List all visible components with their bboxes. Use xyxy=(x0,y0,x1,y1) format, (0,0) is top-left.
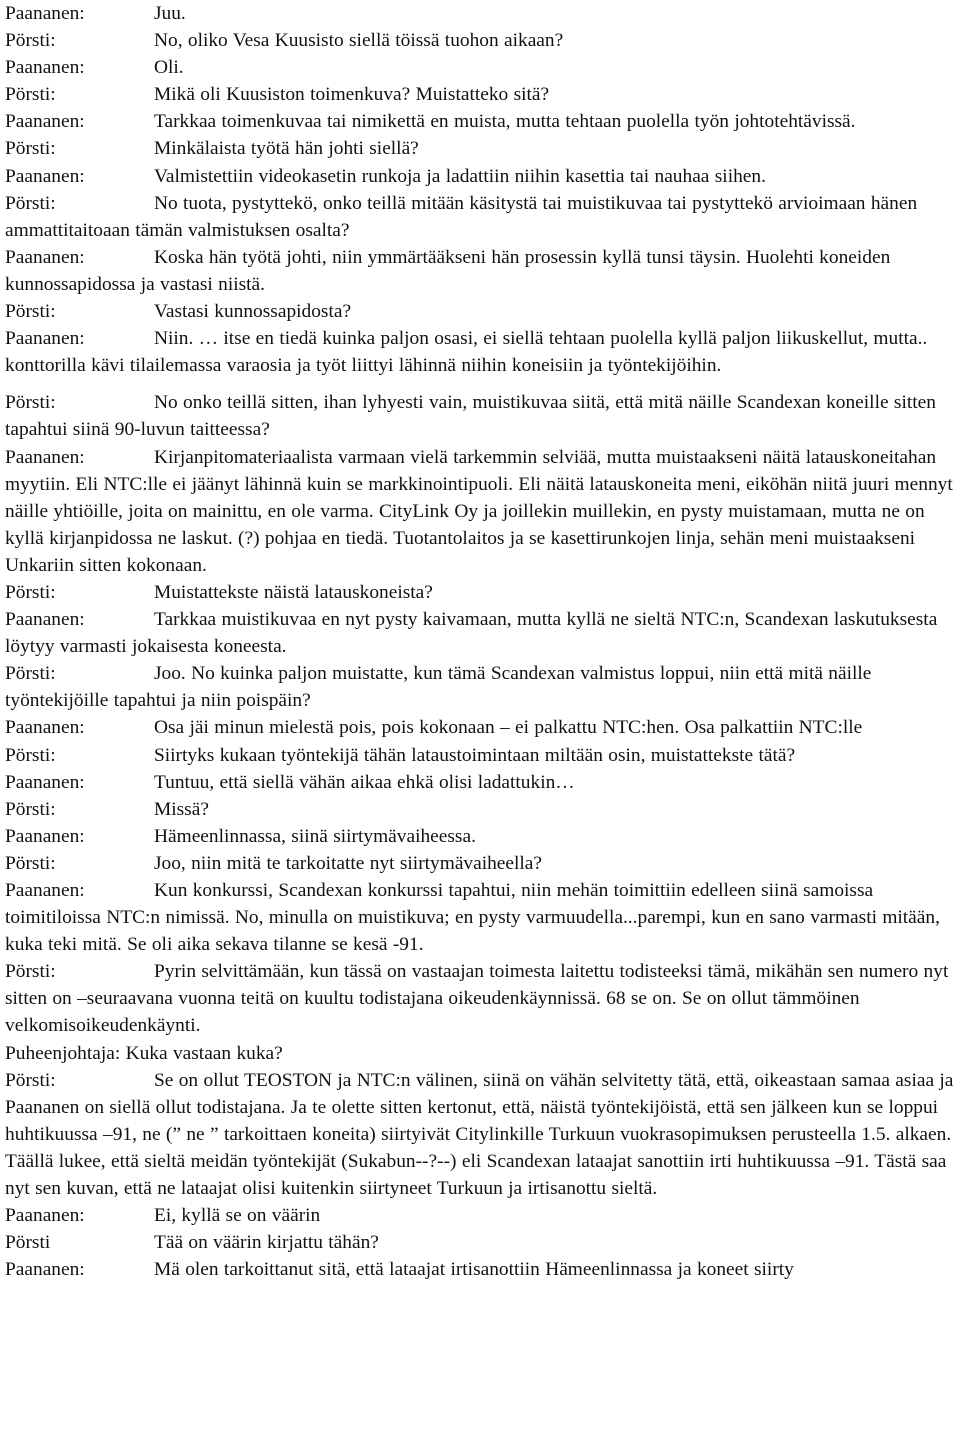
transcript-paragraph xyxy=(5,958,955,1039)
utterance-text: Se on ollut TEOSTON ja NTC:n välinen, siinä on vähän selvitetty tätä, että, oikeastaan samaa asiaa ja Paananen on siellä ollut todistajana. Ja te olette sitten kertonut, että, näistä työntekijöistä, että sen jälkeen kun se loppui huhtikuussa –91, ne (” ne ” tarkoittaen koneita) siirtyivät Citylinkille Turkuun vuokrasopimuksen perusteella 1.5. alkaen. Täällä lukee, että sieltä meidän työntekijät (Sukabun--?--) eli Scandexan lataajat sanottiin irti huhtikuussa –91. Tästä saa nyt sen kuvan, että ne lataajat olisi kuitenkin siirtyneet Turkuun ja irtisanottu sieltä. xyxy=(5,1069,954,1200)
speaker-label: Paananen: xyxy=(5,446,85,468)
speaker-label: Pörsti: xyxy=(5,798,56,820)
transcript-paragraph xyxy=(5,190,955,244)
utterance-text: Mä olen tarkoittanut sitä, että lataajat irtisanottiin Hämeenlinnassa ja koneet siirty xyxy=(154,1259,794,1281)
speaker-label: Paananen: xyxy=(5,1259,85,1281)
transcript-paragraph xyxy=(5,163,955,190)
transcript-paragraph xyxy=(5,1040,955,1067)
utterance-text: Tarkkaa toimenkuvaa tai nimikettä en muista, mutta tehtaan puolella työn johtotehtävissä. xyxy=(154,111,856,133)
speaker-label: Puheenjohtaja: xyxy=(5,1042,121,1064)
utterance-text: Valmistettiin videokasetin runkoja ja ladattiin niihin kasettia tai nauhaa siihen. xyxy=(154,165,766,187)
utterance-text: Tuntuu, että siellä vähän aikaa ehkä olisi ladattukin… xyxy=(154,771,575,793)
utterance-text: No onko teillä sitten, ihan lyhyesti vain, muistikuvaa siitä, että mitä näille Scandexan koneille sitten tapahtui siinä 90-luvun taitteessa? xyxy=(5,392,936,441)
utterance-text: Osa jäi minun mielestä pois, pois kokonaan – ei palkattu NTC:hen. Osa palkattiin NTC:lle xyxy=(154,717,863,739)
utterance-text: Muistattekste näistä latauskoneista? xyxy=(154,581,433,603)
utterance-text: Ei, kyllä se on väärin xyxy=(154,1205,321,1227)
transcript-paragraph xyxy=(5,0,955,27)
transcript-paragraph xyxy=(5,1229,955,1256)
transcript-paragraph xyxy=(5,325,955,379)
utterance-text: Oli. xyxy=(154,57,184,79)
utterance-text: Hämeenlinnassa, siinä siirtymävaiheessa. xyxy=(154,825,476,847)
speaker-label: Pörsti: xyxy=(5,84,56,106)
transcript-paragraph xyxy=(5,389,955,443)
speaker-label: Pörsti xyxy=(5,1232,51,1254)
utterance-text: Joo, niin mitä te tarkoitatte nyt siirtymävaiheella? xyxy=(154,852,543,874)
utterance-text: Vastasi kunnossapidosta? xyxy=(154,301,352,323)
transcript-paragraph xyxy=(5,877,955,958)
utterance-text: Pyrin selvittämään, kun tässä on vastaajan toimesta laitettu todisteeksi tämä, mikähän sen numero nyt sitten on –seuraavana vuonna teitä on kuultu todistajana oikeudenkäynnissä. 68 se on. Se on ollut tämmöinen velkomisoikeudenkäynti. xyxy=(5,961,949,1037)
transcript-paragraph xyxy=(5,1202,955,1229)
utterance-text: No tuota, pystyttekö, onko teillä mitään käsitystä tai muistikuvaa tai pystyttekö arvioimaan hänen ammattitaitoaan tämän valmistuksen osalta? xyxy=(5,192,918,241)
speaker-label: Pörsti: xyxy=(5,301,56,323)
speaker-label: Paananen: xyxy=(5,1205,85,1227)
speaker-label: Paananen: xyxy=(5,880,85,901)
speaker-label: Pörsti: xyxy=(5,30,56,52)
transcript-paragraph xyxy=(5,108,955,135)
transcript-paragraph xyxy=(5,81,955,108)
speaker-label: Pörsti: xyxy=(5,1069,56,1091)
utterance-text: Tää on väärin kirjattu tähän? xyxy=(154,1232,379,1254)
speaker-label: Paananen: xyxy=(5,57,85,79)
transcript-paragraph xyxy=(5,1067,955,1202)
transcript-paragraph xyxy=(5,54,955,81)
transcript-document xyxy=(5,0,955,1283)
transcript-paragraph xyxy=(5,1256,955,1283)
utterance-text: Koska hän työtä johti, niin ymmärtääkseni hän prosessin kyllä tunsi täysin. Huolehti koneiden kunnossapidossa ja vastasi niistä. xyxy=(5,246,891,295)
utterance-text: Kun konkurssi, Scandexan konkurssi tapahtui, niin mehän toimittiin edelleen siinä samoissa toimitiloissa NTC:n nimissä. No, minulla on muistikuva; en pysty varmuudella...parempi, kun en sano varmasti mitään, kuka teki mitä. Se oli aika sekava tilanne se kesä -91. xyxy=(5,880,940,956)
transcript-paragraph xyxy=(5,714,955,741)
transcript-paragraph xyxy=(5,660,955,714)
transcript-paragraph xyxy=(5,135,955,162)
utterance-text: Siirtyks kukaan työntekijä tähän lataustoimintaan miltään osin, muistattekste tätä? xyxy=(154,744,796,766)
speaker-label: Pörsti: xyxy=(5,852,56,874)
utterance-text: Tarkkaa muistikuvaa en nyt pysty kaivamaan, mutta kyllä ne sieltä NTC:n, Scandexan laskutuksesta löytyy varmasti jokaisesta koneesta. xyxy=(5,609,938,658)
transcript-paragraph xyxy=(5,606,955,660)
transcript-paragraph xyxy=(5,444,955,579)
utterance-text: Kirjanpitomateriaalista varmaan vielä tarkemmin selviää, mutta muistaakseni näitä latauskoneitahan myytiin. Eli NTC:lle ei jäänyt lähinnä kuin se markkinointipuoli. Eli näitä latauskoneita meni, eiköhän niitä juuri mennyt näille yhtiöille, joita on mainittu, en ole varma. CityLink Oy ja joillekin muillekin, en pysty muistamaan, mutta ne on kyllä kirjanpidossa ne laskut. (?) pohjaa en tiedä. Tuotantolaitos ja se kasettirunkojen linja, sehän meni muistaakseni Unkariin sitten kokonaan. xyxy=(5,446,953,576)
speaker-label: Paananen: xyxy=(5,825,85,847)
speaker-label: Paananen: xyxy=(5,3,85,24)
transcript-paragraph xyxy=(5,27,955,54)
utterance-text: Niin. … itse en tiedä kuinka paljon osasi, ei siellä tehtaan puolella kyllä paljon liikuskellut, mutta.. konttorilla kävi tilailemassa varaosia ja työt liittyi lähinnä niihin koneisiin ja työntekijöihin. xyxy=(5,328,928,377)
utterance-text: Mikä oli Kuusiston toimenkuva? Muistatteko sitä? xyxy=(154,84,550,106)
speaker-label: Paananen: xyxy=(5,771,85,793)
transcript-paragraph xyxy=(5,823,955,850)
speaker-label: Paananen: xyxy=(5,717,85,739)
transcript-paragraph xyxy=(5,244,955,298)
speaker-label: Pörsti: xyxy=(5,392,56,414)
transcript-paragraph xyxy=(5,769,955,796)
speaker-label: Pörsti: xyxy=(5,192,56,214)
transcript-paragraph xyxy=(5,796,955,823)
utterance-text: Missä? xyxy=(154,798,209,820)
speaker-label: Paananen: xyxy=(5,609,85,631)
speaker-label: Pörsti: xyxy=(5,138,56,160)
speaker-label: Pörsti: xyxy=(5,744,56,766)
speaker-label: Paananen: xyxy=(5,246,85,268)
utterance-text: Minkälaista työtä hän johti siellä? xyxy=(154,138,419,160)
transcript-paragraph xyxy=(5,850,955,877)
speaker-label: Paananen: xyxy=(5,328,85,350)
transcript-paragraph xyxy=(5,579,955,606)
speaker-label: Paananen: xyxy=(5,111,85,133)
transcript-paragraph xyxy=(5,742,955,769)
speaker-label: Pörsti: xyxy=(5,961,56,983)
speaker-label: Pörsti: xyxy=(5,581,56,603)
utterance-text: Joo. No kuinka paljon muistatte, kun tämä Scandexan valmistus loppui, niin että mitä näille työntekijöille tapahtui ja niin poispäin? xyxy=(5,663,872,712)
speaker-label: Pörsti: xyxy=(5,663,56,685)
utterance-text: Juu. xyxy=(154,3,186,24)
utterance-text: No, oliko Vesa Kuusisto siellä töissä tuohon aikaan? xyxy=(154,30,564,52)
speaker-label: Paananen: xyxy=(5,165,85,187)
transcript-paragraph xyxy=(5,298,955,325)
utterance-text: Kuka vastaan kuka? xyxy=(125,1042,283,1064)
